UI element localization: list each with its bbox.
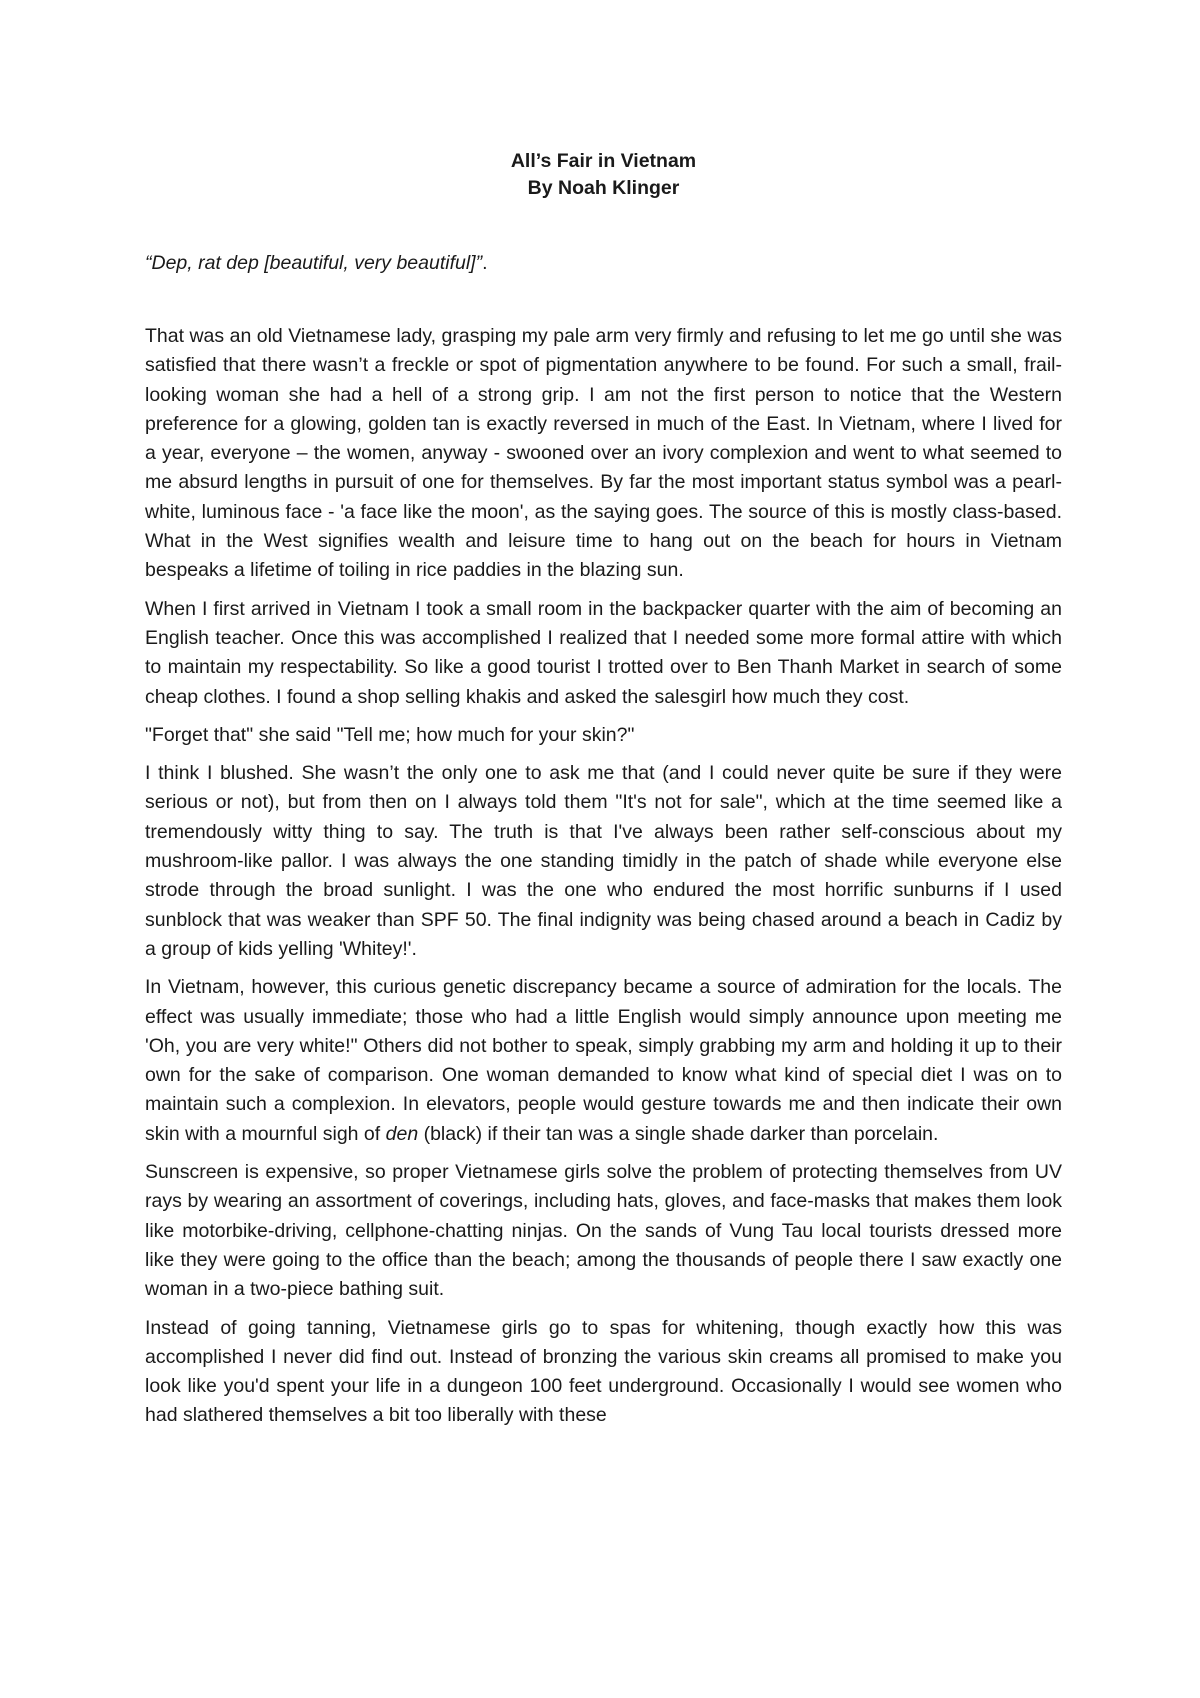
body-paragraph: "Forget that" she said "Tell me; how much for your skin?": [145, 723, 635, 746]
body-paragraph: I think I blushed. She wasn’t the only one to ask me that (and I could never quite be sure if they were serious or not), but from then on I always told them "It's not for sale", which at the time seemed like a tremendously witty thing to say. The truth is that I've always been rather self-conscious about my mushroom-like pallor. I was always the one standing timidly in the patch of shade while everyone else strode through the broad sunlight. I was the one who endured the most horrific sunburns if I used sunblock that was weaker than SPF 50. The final indignity was being chased around a beach in Cadiz by a group of kids yelling 'Whitey!'.: [145, 762, 1062, 960]
epigraph-quote: [145, 249, 1062, 278]
body-paragraph: Sunscreen is expensive, so proper Vietnamese girls solve the problem of protecting themselves from UV rays by wearing an assortment of coverings, including hats, gloves, and face-masks that makes them look like motorbike-driving, cellphone-chatting ninjas. On the sands of Vung Tau local tourists dressed more like they were going to the office than the beach; among the thousands of people there I saw exactly one woman in a two-piece bathing suit.: [145, 1161, 1062, 1301]
body-paragraph: That was an old Vietnamese lady, grasping my pale arm very firmly and refusing to let me go until she was satisfied that there wasn’t a freckle or spot of pigmentation anywhere to be found. For such a small, frail-looking woman she had a hell of a strong grip. I am not the first person to notice that the Western preference for a glowing, golden tan is exactly reversed in much of the East. In Vietnam, where I lived for a year, everyone – the women, anyway - swooned over an ivory complexion and went to what seemed to me absurd lengths in pursuit of one for themselves. By far the most important status symbol was a pearl-white, luminous face - 'a face like the moon', as the saying goes. The source of this is mostly class-based. What in the West signifies wealth and leisure time to hang out on the beach for hours in Vietnam bespeaks a lifetime of toiling in rice paddies in the blazing sun.: [145, 325, 1062, 582]
document-title: All’s Fair in Vietnam: [510, 150, 697, 172]
paragraph-text: In Vietnam, however, this curious genetic discrepancy became a source of admiration for the locals. The effect was usually immediate; those who had a little English would simply announce upon meeting me 'Oh, you are very white!" Others did not bother to speak, simply grabbing my arm and holding it up to their own for the sake of comparison. One woman demanded to know what kind of special diet I was on to maintain such a complexion. In elevators, people would gesture towards me and then indicate their own skin with a mournful sigh of: [145, 976, 1062, 1145]
epigraph-period: .: [482, 252, 488, 274]
body-paragraph: [145, 973, 1062, 1149]
body-paragraph: When I first arrived in Vietnam I took a small room in the backpacker quarter with the aim of becoming an English teacher. Once this was accomplished I realized that I needed some more formal attire with which to maintain my respectability. So like a good tourist I trotted over to Ben Thanh Market in search of some cheap clothes. I found a shop selling khakis and asked the salesgirl how much they cost.: [145, 597, 1062, 708]
epigraph-text: “Dep, rat dep [beautiful, very beautiful]”: [145, 252, 483, 274]
author-byline: By Noah Klinger: [527, 177, 680, 199]
body-paragraph: Instead of going tanning, Vietnamese girls go to spas for whitening, though exactly how this was accomplished I never did find out. Instead of bronzing the various skin creams all promised to make you look like you'd spent your life in a dungeon 100 feet underground. Occasionally I would see women who had slathered themselves a bit too liberally with these: [145, 1316, 1062, 1427]
document-page: [145, 0, 1062, 1431]
italic-term: den: [385, 1122, 419, 1145]
paragraph-text-tail: (black) if their tan was a single shade darker than porcelain.: [418, 1122, 939, 1145]
